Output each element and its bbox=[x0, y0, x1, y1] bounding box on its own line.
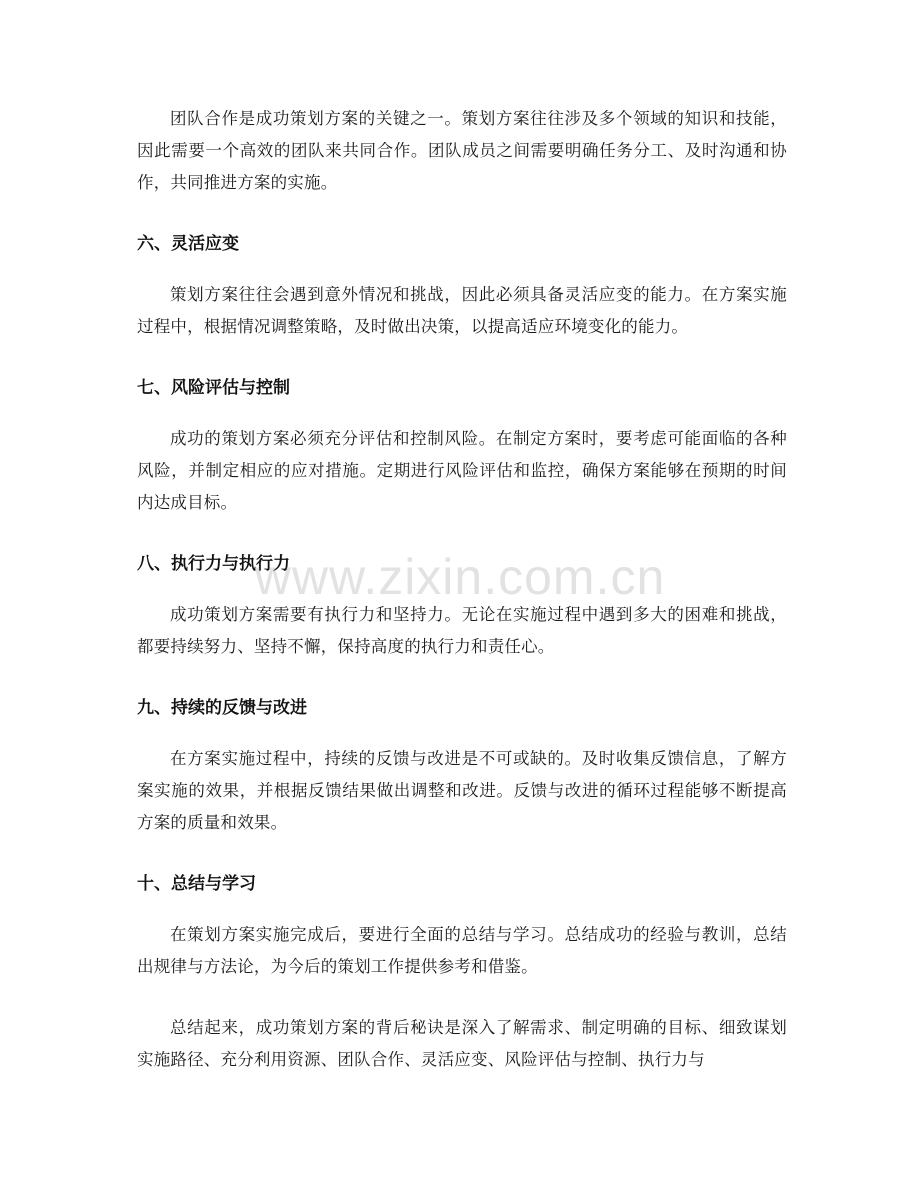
paragraph-teamwork: 团队合作是成功策划方案的关键之一。策划方案往往涉及多个领域的知识和技能，因此需要一个高效的团队来共同合作。团队成员之间需要明确任务分工、及时沟通和协作，共同推进方案的实施。 bbox=[137, 109, 787, 192]
heading-section-8: 八、执行力与执行力 bbox=[137, 554, 290, 574]
document-body bbox=[137, 103, 787, 1105]
heading-section-6: 六、灵活应变 bbox=[137, 234, 239, 254]
paragraph-conclusion: 总结起来，成功策划方案的背后秘诀是深入了解需求、制定明确的目标、细致谋划实施路径、充分利用资源、团队合作、灵活应变、风险评估与控制、执行力与 bbox=[137, 1018, 787, 1069]
heading-section-10: 十、总结与学习 bbox=[137, 874, 256, 894]
paragraph-summary-learning: 在策划方案实施完成后，要进行全面的总结与学习。总结成功的经验与教训，总结出规律与方法论，为今后的策划工作提供参考和借鉴。 bbox=[137, 925, 787, 976]
paragraph-risk: 成功的策划方案必须充分评估和控制风险。在制定方案时，要考虑可能面临的各种风险，并制定相应的应对措施。定期进行风险评估和监控，确保方案能够在预期的时间内达成目标。 bbox=[137, 429, 787, 512]
watermark-text: www.zixin.com.cn bbox=[254, 549, 666, 605]
heading-section-7: 七、风险评估与控制 bbox=[137, 378, 290, 398]
paragraph-flexibility: 策划方案往往会遇到意外情况和挑战，因此必须具备灵活应变的能力。在方案实施过程中，根据情况调整策略，及时做出决策，以提高适应环境变化的能力。 bbox=[137, 285, 787, 336]
heading-section-9: 九、持续的反馈与改进 bbox=[137, 698, 307, 718]
paragraph-execution: 成功策划方案需要有执行力和坚持力。无论在实施过程中遇到多大的困难和挑战，都要持续努力、坚持不懈，保持高度的执行力和责任心。 bbox=[137, 605, 787, 656]
paragraph-feedback: 在方案实施过程中，持续的反馈与改进是不可或缺的。及时收集反馈信息，了解方案实施的效果，并根据反馈结果做出调整和改进。反馈与改进的循环过程能够不断提高方案的质量和效果。 bbox=[137, 749, 787, 832]
